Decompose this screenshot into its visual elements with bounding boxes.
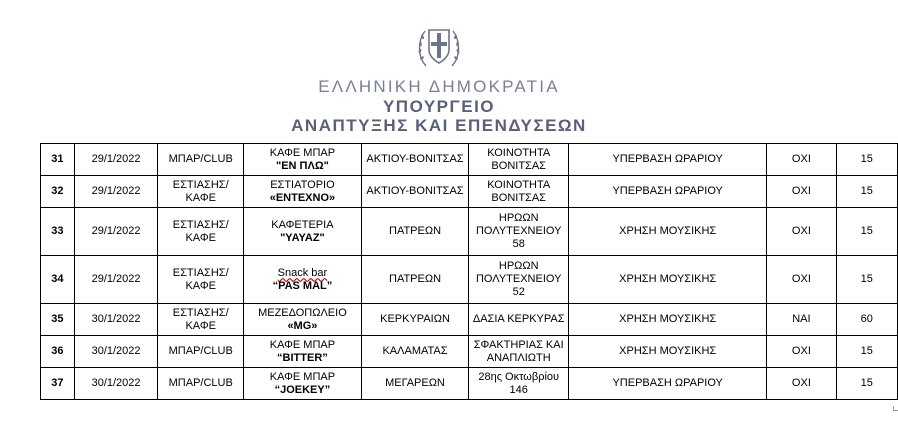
cell-violation: ΧΡΗΣΗ ΜΟΥΣΙΚΗΣ [569, 256, 767, 304]
cell-flag: ΟΧΙ [767, 368, 836, 400]
greek-coat-of-arms-icon [414, 22, 464, 72]
cell-date: 30/1/2022 [74, 336, 158, 368]
cell-area: ΠΑΤΡΕΩΝ [361, 208, 469, 256]
cell-location: ΣΦΑΚΤΗΡΙΑΣ ΚΑΙ ΑΝΑΠΛΙΩΤΗ [469, 336, 569, 368]
cell-name [244, 176, 362, 208]
cell-number: 36 [41, 336, 75, 368]
cell-location: ΚΟΙΝΟΤΗΤΑ ΒΟΝΙΤΣΑΣ [469, 144, 569, 176]
cell-area: ΑΚΤΙΟΥ-ΒΟΝΙΤΣΑΣ [361, 176, 469, 208]
table-row [41, 256, 898, 304]
cell-type: ΕΣΤΙΑΣΗΣ/ΚΑΦΕ [158, 208, 244, 256]
name-line2: “PAS MAL” [272, 279, 333, 292]
country-title: ΕΛΛΗΝΙΚΗ ΔΗΜΟΚΡΑΤΙΑ [318, 77, 560, 96]
cell-number: 34 [41, 256, 75, 304]
name-line2: "ΥΑΥΑΖ" [280, 231, 325, 244]
records-table [40, 143, 898, 400]
cell-area: ΠΑΤΡΕΩΝ [361, 256, 469, 304]
cell-name [244, 208, 362, 256]
name-line1: ΕΣΤΙΑΤΟΡΙΟ [270, 178, 335, 191]
cell-number: 35 [41, 304, 75, 336]
name-line1: ΚΑΦΕ ΜΠΑΡ [269, 370, 336, 383]
cell-days: 15 [836, 336, 897, 368]
cell-name [244, 256, 362, 304]
name-line1: ΜΕΖΕΔΟΠΩΛΕΙΟ [258, 306, 347, 319]
cell-days: 15 [836, 368, 897, 400]
cell-type: ΕΣΤΙΑΣΗΣ/ΚΑΦΕ [158, 176, 244, 208]
name-line1: ΚΑΦΕ ΜΠΑΡ [269, 338, 336, 351]
cell-name [244, 336, 362, 368]
cell-area: ΑΚΤΙΟΥ-ΒΟΝΙΤΣΑΣ [361, 144, 469, 176]
cell-name [244, 368, 362, 400]
cell-type: ΕΣΤΙΑΣΗΣ/ΚΑΦΕ [158, 304, 244, 336]
cell-location: ΚΟΙΝΟΤΗΤΑ ΒΟΝΙΤΣΑΣ [469, 176, 569, 208]
cell-violation: ΥΠΕΡΒΑΣΗ ΩΡΑΡΙΟΥ [569, 144, 767, 176]
cell-number: 33 [41, 208, 75, 256]
cell-flag: ΟΧΙ [767, 336, 836, 368]
table-row [41, 368, 898, 400]
cell-flag: ΝΑΙ [767, 304, 836, 336]
cell-flag: ΟΧΙ [767, 256, 836, 304]
cell-days: 15 [836, 208, 897, 256]
cell-number: 32 [41, 176, 75, 208]
cell-location: ΔΑΣΙΑ ΚΕΡΚΥΡΑΣ [469, 304, 569, 336]
table-row [41, 144, 898, 176]
cell-days: 15 [836, 144, 897, 176]
cell-violation: ΧΡΗΣΗ ΜΟΥΣΙΚΗΣ [569, 336, 767, 368]
cell-date: 29/1/2022 [74, 176, 158, 208]
cell-location: ΗΡΩΩΝ ΠΟΛΥΤΕΧΝΕΙΟΥ 52 [469, 256, 569, 304]
table-row [41, 176, 898, 208]
name-line2: "ΕΝ ΠΛΩ" [275, 159, 329, 172]
cell-number: 37 [41, 368, 75, 400]
cell-location: 28ης Οκτωβρίου 146 [469, 368, 569, 400]
cell-date: 29/1/2022 [74, 208, 158, 256]
ministry-full-title: ΑΝΑΠΤΥΞΗΣ ΚΑΙ ΕΠΕΝΔΥΣΕΩΝ [291, 116, 587, 135]
name-line1: ΚΑΦΕΤΕΡΙΑ [271, 218, 334, 231]
cell-name [244, 304, 362, 336]
name-line1: ΚΑΦΕ ΜΠΑΡ [269, 146, 336, 159]
cell-violation: ΧΡΗΣΗ ΜΟΥΣΙΚΗΣ [569, 304, 767, 336]
cell-violation: ΥΠΕΡΒΑΣΗ ΩΡΑΡΙΟΥ [569, 176, 767, 208]
cell-number: 31 [41, 144, 75, 176]
cell-violation: ΧΡΗΣΗ ΜΟΥΣΙΚΗΣ [569, 208, 767, 256]
cell-date: 29/1/2022 [74, 256, 158, 304]
cell-area: ΜΕΓΑΡΕΩΝ [361, 368, 469, 400]
cell-days: 15 [836, 176, 897, 208]
cell-location: ΗΡΩΩΝ ΠΟΛΥΤΕΧΝΕΙΟΥ 58 [469, 208, 569, 256]
cell-area: ΚΑΛΑΜΑΤΑΣ [361, 336, 469, 368]
cell-type: ΜΠΑΡ/CLUB [158, 144, 244, 176]
cell-date: 30/1/2022 [74, 368, 158, 400]
cell-date: 30/1/2022 [74, 304, 158, 336]
cell-type: ΜΠΑΡ/CLUB [158, 368, 244, 400]
cell-name [244, 144, 362, 176]
name-line2: «MG» [287, 319, 318, 332]
cell-flag: ΟΧΙ [767, 208, 836, 256]
table-row [41, 304, 898, 336]
cell-days: 15 [836, 256, 897, 304]
cell-flag: ΟΧΙ [767, 144, 836, 176]
ministry-title: ΥΠΟΥΡΓΕΙΟ [382, 97, 496, 116]
cell-type: ΜΠΑΡ/CLUB [158, 336, 244, 368]
name-line2: “BITTER” [277, 351, 328, 364]
cell-type: ΕΣΤΙΑΣΗΣ/ΚΑΦΕ [158, 256, 244, 304]
name-line2: “JOEKEY” [274, 383, 331, 396]
name-line1: Snack bar [277, 266, 328, 279]
cell-flag: ΟΧΙ [767, 176, 836, 208]
cell-violation: ΥΠΕΡΒΑΣΗ ΩΡΑΡΙΟΥ [569, 368, 767, 400]
page-corner-mark [893, 406, 898, 411]
cell-days: 60 [836, 304, 897, 336]
cell-date: 29/1/2022 [74, 144, 158, 176]
name-line2: «ΕΝΤΕΧΝΟ» [269, 191, 336, 204]
table-row [41, 208, 898, 256]
cell-area: ΚΕΡΚΥΡΑΙΩΝ [361, 304, 469, 336]
table-row [41, 336, 898, 368]
